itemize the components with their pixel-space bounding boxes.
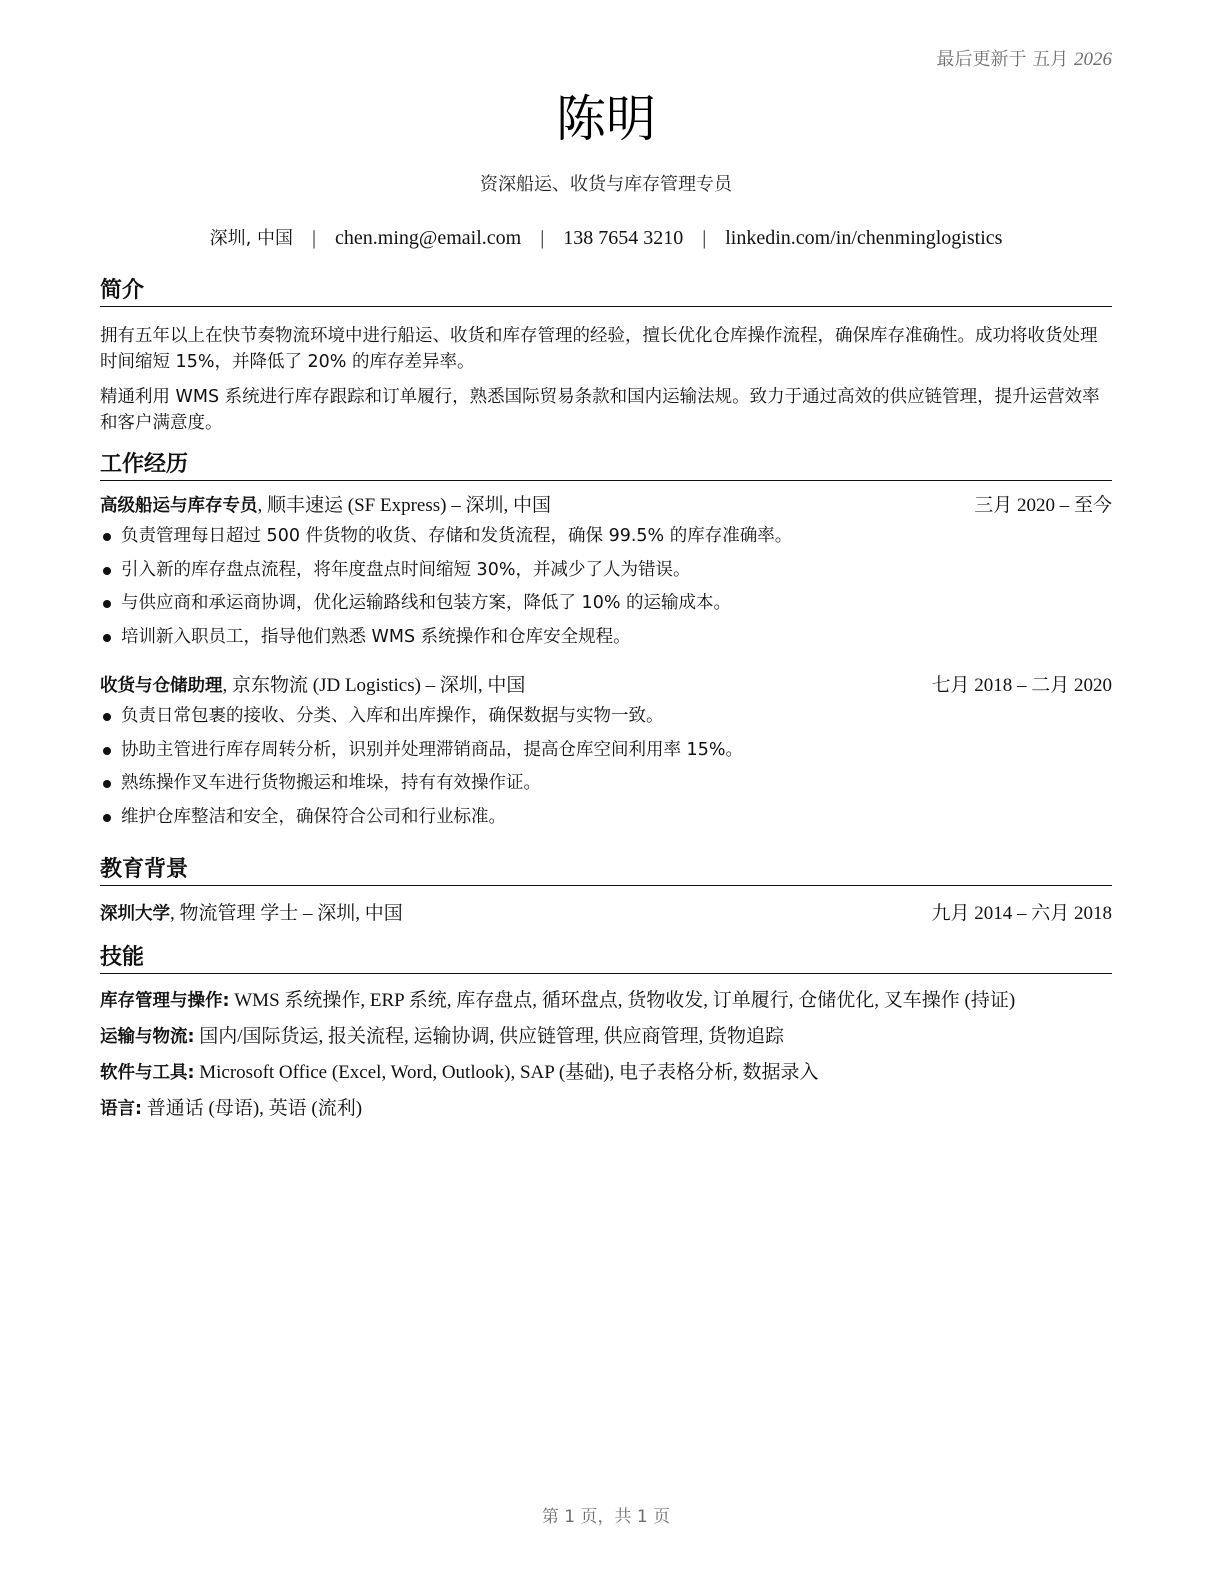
resume-page: [100, 0, 1112, 1584]
list-item: 熟练操作叉车进行货物搬运和堆垛，持有有效操作证。: [100, 767, 1112, 801]
contact-separator: |: [540, 227, 545, 249]
section-title-summary: 简介: [100, 277, 1112, 307]
candidate-name: 陈明: [556, 90, 656, 148]
education-section: [100, 856, 1112, 928]
contact-phone: 138 7654 3210: [563, 227, 684, 249]
job-role: 收货与仓储助理: [100, 676, 223, 696]
job-bullets: [100, 520, 1112, 654]
contact-linkedin-link[interactable]: linkedin.com/in/chenminglogistics: [725, 227, 1003, 249]
skill-row: [100, 1019, 1112, 1055]
section-title-education: 教育背景: [100, 856, 1112, 886]
list-item: 与供应商和承运商协调，优化运输路线和包装方案，降低了 10% 的运输成本。: [100, 587, 1112, 621]
skill-label: 库存管理与操作:: [100, 991, 230, 1011]
list-item: 协助主管进行库存周转分析，识别并处理滞销商品，提高仓库空间利用率 15%。: [100, 734, 1112, 768]
education-school: 深圳大学: [100, 904, 170, 924]
section-title-experience: 工作经历: [100, 451, 1112, 481]
skill-row: [100, 1055, 1112, 1091]
contact-separator: |: [702, 227, 707, 249]
job-company: , 京东物流 (JD Logistics) – 深圳, 中国: [222, 675, 526, 696]
skill-label: 语言:: [100, 1099, 142, 1119]
skill-label: 运输与物流:: [100, 1027, 195, 1047]
job-entry: [100, 672, 1112, 834]
education-entry: [100, 900, 1112, 928]
experience-section: [100, 451, 1112, 834]
summary-section: [100, 277, 1112, 436]
job-entry: [100, 492, 1112, 654]
job-company: , 顺丰速运 (SF Express) – 深圳, 中国: [257, 495, 551, 516]
skill-value: Microsoft Office (Excel, Word, Outlook), SAP (基础), 电子表格分析, 数据录入: [194, 1062, 819, 1083]
job-header: [100, 672, 1112, 700]
last-updated: [937, 45, 1112, 71]
education-dates: 九月 2014 – 六月 2018: [931, 903, 1112, 924]
skill-value: 国内/国际货运, 报关流程, 运输协调, 供应链管理, 供应商管理, 货物追踪: [194, 1026, 785, 1047]
skill-value: 普通话 (母语), 英语 (流利): [142, 1098, 363, 1119]
list-item: 维护仓库整洁和安全，确保符合公司和行业标准。: [100, 801, 1112, 835]
job-header: [100, 492, 1112, 520]
contact-location: 深圳, 中国: [209, 228, 294, 249]
candidate-headline: 资深船运、收货与库存管理专员: [480, 174, 732, 195]
skills-section: [100, 944, 1112, 1127]
last-updated-year: 2026: [1074, 49, 1112, 70]
summary-paragraph-2: 精通利用 WMS 系统进行库存跟踪和订单履行，熟悉国际贸易条款和国内运输法规。致力于通过高效的供应链管理，提升运营效率和客户满意度。: [100, 387, 1100, 433]
list-item: 培训新入职员工，指导他们熟悉 WMS 系统操作和仓库安全规程。: [100, 621, 1112, 655]
contact-separator: |: [312, 227, 317, 249]
section-title-skills: 技能: [100, 944, 1112, 974]
job-role: 高级船运与库存专员: [100, 496, 258, 516]
skill-value: WMS 系统操作, ERP 系统, 库存盘点, 循环盘点, 货物收发, 订单履行, 仓储优化, 叉车操作 (持证): [229, 990, 1016, 1011]
list-item: 负责日常包裹的接收、分类、入库和出库操作，确保数据与实物一致。: [100, 700, 1112, 734]
job-dates: 三月 2020 – 至今: [974, 495, 1112, 516]
summary-paragraph-1: 拥有五年以上在快节奏物流环境中进行船运、收货和库存管理的经验，擅长优化仓库操作流程，确保库存准确性。成功将收货处理时间缩短 15%，并降低了 20% 的库存差异率。: [100, 326, 1098, 372]
skill-row: [100, 983, 1112, 1019]
page-number: 第 1 页，共 1 页: [541, 1507, 671, 1527]
last-updated-prefix: 最后更新于 五月: [936, 49, 1069, 70]
skill-label: 软件与工具:: [100, 1063, 195, 1083]
education-detail: , 物流管理 学士 – 深圳, 中国: [170, 903, 403, 924]
contact-line: [100, 224, 1112, 250]
list-item: 引入新的库存盘点流程，将年度盘点时间缩短 30%，并减少了人为错误。: [100, 554, 1112, 588]
job-dates: 七月 2018 – 二月 2020: [931, 675, 1112, 696]
job-bullets: [100, 700, 1112, 834]
list-item: 负责管理每日超过 500 件货物的收货、存储和发货流程，确保 99.5% 的库存准确率。: [100, 520, 1112, 554]
skill-row: [100, 1091, 1112, 1127]
contact-email[interactable]: chen.ming@email.com: [335, 227, 522, 249]
